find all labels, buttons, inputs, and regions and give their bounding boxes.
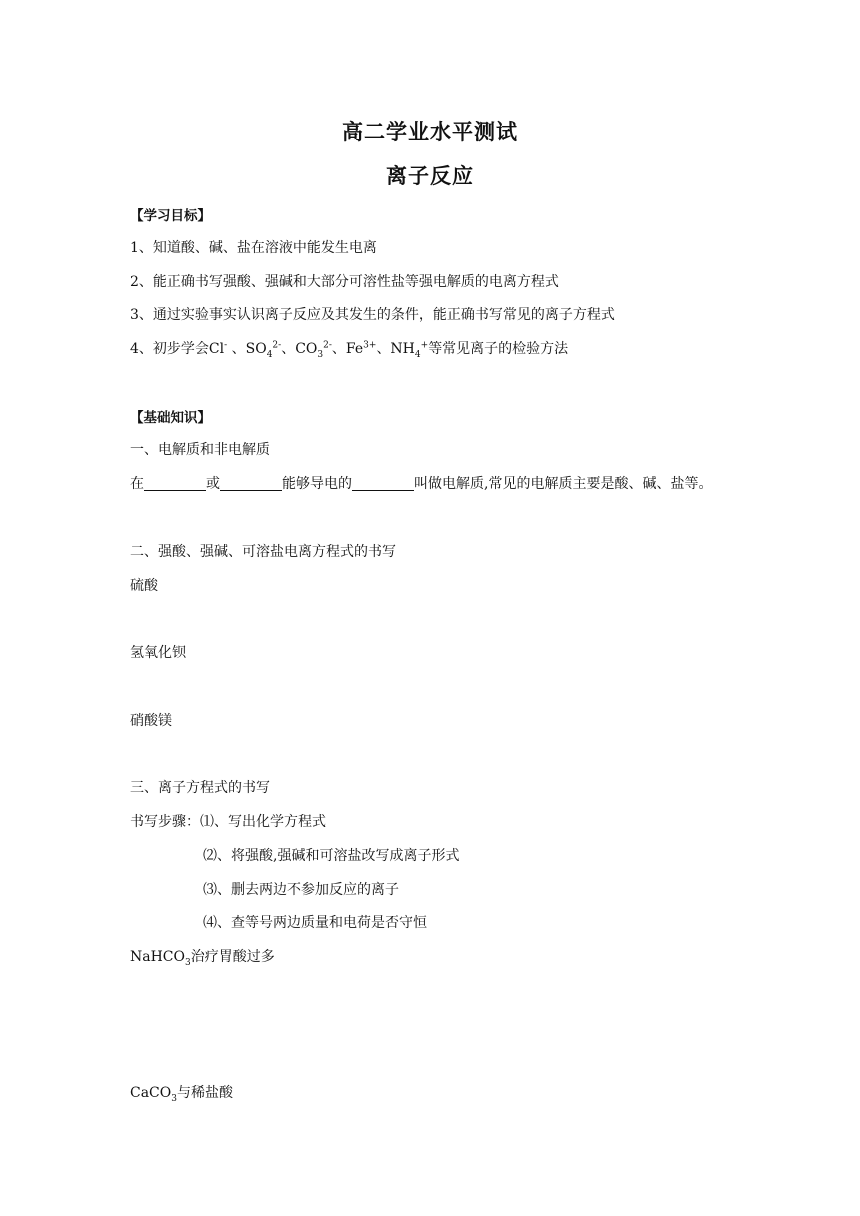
ion-text: 、Fe [331,341,364,357]
objectives-heading: 【学习目标】 [130,208,211,224]
formula-text: 治疗胃酸过多 [190,949,275,965]
ion-charge: - [224,340,228,351]
fill-in-blank[interactable] [220,476,282,491]
example-nahco3 [130,946,275,966]
steps-label: 书写步骤：⑴、写出化学方程式 [130,814,326,830]
ion-text: 、NH [376,341,415,357]
section1-title: 一、电解质和非电解质 [130,442,270,458]
ion-charge: 2- [323,340,332,351]
formula-subscript: 3 [185,957,191,968]
ionization-item: 硫酸 [130,578,158,594]
sentence-text: 叫做电解质,常见的电解质主要是酸、碱、盐等。 [414,476,713,492]
sentence-text: 或 [206,476,220,492]
fill-in-blank[interactable] [144,476,206,491]
example-caco3 [130,1082,233,1102]
sentence-text: 在 [130,476,144,492]
ion-text: 、CO [281,341,318,357]
ionization-item: 硝酸镁 [130,713,172,729]
fill-in-blank[interactable] [352,476,414,491]
document-subtitle: 离子反应 [386,164,474,188]
sentence-text: 能够导电的 [282,476,352,492]
ion-charge: + [420,340,429,351]
ion-text: 4、初步学会Cl [130,341,225,357]
objective-item: 1、知道酸、碱、盐在溶液中能发生电离 [130,240,377,256]
section1-fill-in-sentence [130,473,712,493]
formula-subscript: 3 [171,1093,177,1104]
ion-subscript: 3 [317,349,324,360]
objective-item: 3、通过实验事实认识离子反应及其发生的条件，能正确书写常见的离子方程式 [130,307,615,323]
step-item: ⑷、查等号两边质量和电荷是否守恒 [203,915,427,931]
step-item: ⑵、将强酸,强碱和可溶盐改写成离子形式 [203,848,460,864]
ion-text: 、SO [227,341,267,357]
section2-title: 二、强酸、强碱、可溶盐电离方程式的书写 [130,544,396,560]
ion-charge: 2- [272,340,282,351]
basics-heading: 【基础知识】 [130,410,211,426]
ionization-item: 氢氧化钡 [130,645,186,661]
section3-title: 三、离子方程式的书写 [130,780,270,796]
document-title: 高二学业水平测试 [342,120,518,144]
objective-item-ions [130,338,568,358]
objective-item: 2、能正确书写强酸、强碱和大部分可溶性盐等强电解质的电离方程式 [130,274,559,290]
ion-subscript: 4 [414,349,421,360]
step-item: ⑶、删去两边不参加反应的离子 [203,882,399,898]
formula-text: NaHCO [130,949,185,965]
formula-text: 与稀盐酸 [176,1085,233,1101]
ion-subscript: 4 [266,349,273,360]
ion-charge: 3+ [363,340,377,351]
ion-text: 等常见离子的检验方法 [428,341,569,357]
formula-text: CaCO [130,1085,172,1101]
